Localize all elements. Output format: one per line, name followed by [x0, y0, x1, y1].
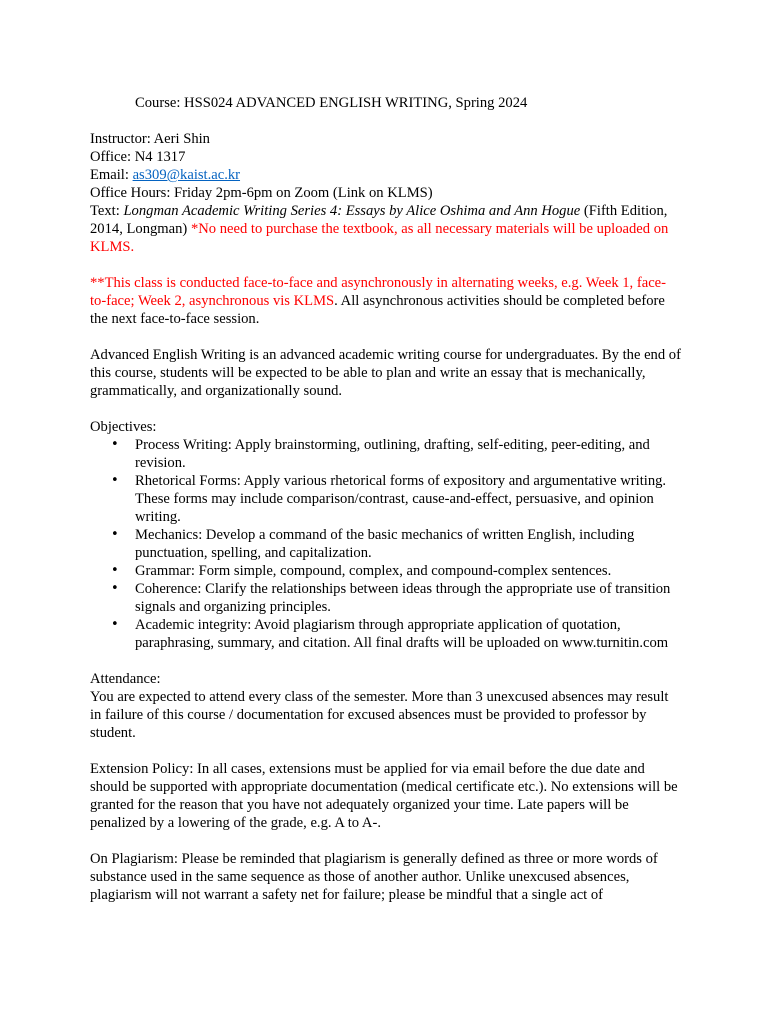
textbook-paragraph [90, 202, 682, 256]
objectives-list [90, 436, 682, 652]
course-description: Advanced English Writing is an advanced academic writing course for undergraduates. By the end of this course, students will be expected to be able to plan and write an essay that is mechanically, grammatically, and organizationally sound. [90, 347, 681, 399]
attendance-heading: Attendance: [90, 671, 161, 687]
course-title: Course: HSS024 ADVANCED ENGLISH WRITING, Spring 2024 [135, 95, 528, 111]
office-hours-line: Office Hours: Friday 2pm-6pm on Zoom (Link on KLMS) [90, 185, 433, 201]
extension-policy: Extension Policy: In all cases, extensions must be applied for via email before the due date and should be supported with appropriate documentation (medical certificate etc.). No extensions will be granted for the reason that you have not adequately organized your time. Late papers will be penalized by a lowering of the grade, e.g. A to A-. [90, 761, 678, 831]
textbook-label: Text: [90, 203, 124, 219]
textbook-title: Longman Academic Writing Series 4: Essays by Alice Oshima and Ann Hogue [123, 203, 581, 219]
spacer [90, 832, 682, 850]
objective-item [90, 526, 682, 562]
objective-item [90, 472, 682, 526]
objective-item [90, 562, 682, 580]
objective-text: Rhetorical Forms: Apply various rhetorical forms of expository and argumentative writing. These forms may include comparison/contrast, cause-and-effect, persuasive, and opinion writing. [135, 473, 667, 525]
office-line: Office: N4 1317 [90, 149, 186, 165]
email-link[interactable]: as309@kaist.ac.kr [132, 167, 241, 183]
objectives-heading: Objectives: [90, 419, 157, 435]
spacer [90, 328, 682, 346]
objective-text: Process Writing: Apply brainstorming, outlining, drafting, self-editing, peer-editing, and revision. [135, 437, 650, 471]
email-label: Email: [90, 167, 133, 183]
textbook-edition: (Fifth Edition, 2014, Longman) [90, 203, 668, 237]
instructor-line: Instructor: Aeri Shin [90, 131, 210, 147]
bullet-icon: • [111, 473, 119, 488]
objective-item [90, 580, 682, 616]
spacer [90, 742, 682, 760]
objective-text: Coherence: Clarify the relationships between ideas through the appropriate use of transition signals and organizing principles. [135, 581, 671, 615]
textbook-note: *No need to purchase the textbook, as all necessary materials will be uploaded on KLMS. [90, 221, 669, 255]
syllabus-page [90, 94, 682, 904]
spacer [90, 112, 682, 130]
bullet-icon: • [111, 527, 119, 542]
objective-text: Mechanics: Develop a command of the basic mechanics of written English, including punctuation, spelling, and capitalization. [135, 527, 635, 561]
class-format-rest: . All asynchronous activities should be completed before the next face-to-face session. [90, 293, 665, 327]
objective-item [90, 616, 682, 652]
objective-item [90, 436, 682, 472]
bullet-icon: • [111, 563, 119, 578]
bullet-icon: • [111, 581, 119, 596]
email-line [90, 166, 682, 184]
plagiarism-policy: On Plagiarism: Please be reminded that plagiarism is generally defined as three or more words of substance used in the same sequence as those of another author. Unlike unexcused absences, plagiarism will not warrant a safety net for failure; please be mindful that a single act of [90, 851, 658, 903]
objective-text: Academic integrity: Avoid plagiarism through appropriate application of quotation, paraphrasing, summary, and citation. All final drafts will be uploaded on www.turnitin.com [135, 617, 669, 651]
spacer [90, 652, 682, 670]
bullet-icon: • [111, 617, 119, 632]
spacer [90, 400, 682, 418]
objective-text: Grammar: Form simple, compound, complex, and compound-complex sentences. [135, 563, 612, 579]
class-format-paragraph [90, 274, 682, 328]
spacer [90, 256, 682, 274]
attendance-body: You are expected to attend every class of the semester. More than 3 unexcused absences may result in failure of this course / documentation for excused absences must be provided to professor by student. [90, 689, 669, 741]
bullet-icon: • [111, 437, 119, 452]
class-format-note: **This class is conducted face-to-face and asynchronously in alternating weeks, e.g. Week 1, face-to-face; Week 2, asynchronous vis KLMS [90, 275, 667, 309]
